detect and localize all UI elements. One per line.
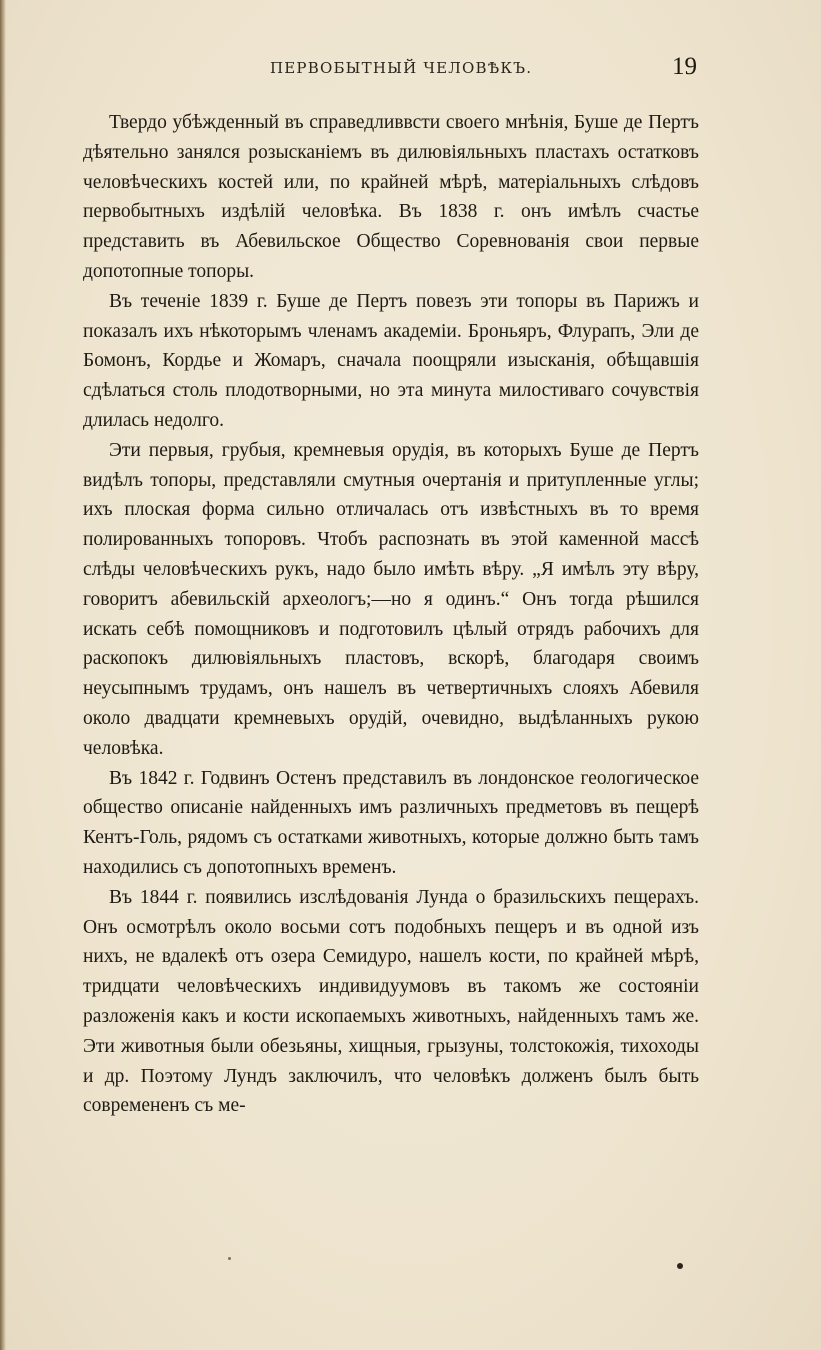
ink-speck [228,1257,231,1260]
body-text [83,108,699,1121]
paragraph: Въ 1842 г. Годвинъ Остенъ представилъ въ лондонское геологическое общество описаніе найденныхъ имъ различныхъ предметовъ въ пещерѣ Кентъ-Голь, рядомъ съ остатками животныхъ, которые должно быть тамъ находились съ допотопныхъ временъ. [83,767,699,878]
page-number: 19 [672,53,697,80]
ink-speck [677,1263,683,1269]
paragraph: Твердо убѣжденный въ справедливвсти своего мнѣнія, Буше де Пертъ дѣятельно занялся розысканіемъ въ дилювіяльныхъ пластахъ остатковъ человѣческихъ костей или, по крайней мѣрѣ, матеріальныхъ слѣдовъ первобытныхъ издѣлій человѣка. Въ 1838 г. онъ имѣлъ счастье представить въ Абевильское Общество Соревнованія свои первые допотопные топоры. [83,112,699,282]
paragraph: Въ 1844 г. появились изслѣдованія Лунда о бразильскихъ пещерахъ. Онъ осмотрѣлъ около восьми сотъ подобныхъ пещеръ и въ одной изъ нихъ, не вдалекѣ отъ озера Семидуро, нашелъ кости, по крайней мѣрѣ, тридцати человѣческихъ индивидуумовъ въ такомъ же состояніи разложенія какъ и кости ископаемыхъ животныхъ, найденныхъ тамъ же. Эти животныя были обезьяны, хищныя, грызуны, толстокожія, тихоходы и др. Поэтому Лундъ заключилъ, что человѣкъ долженъ былъ быть современенъ съ ме- [83,886,699,1117]
paragraph: Въ теченіе 1839 г. Буше де Пертъ повезъ эти топоры въ Парижъ и показалъ ихъ нѣкоторымъ членамъ академіи. Броньяръ, Флурапъ, Эли де Бомонъ, Кордье и Жомаръ, сначала поощряли изысканія, обѣщавшія сдѣлаться столь плодотворными, но эта минута милостиваго сочувствія длилась недолго. [83,290,699,431]
paragraph: Эти первыя, грубыя, кремневыя орудія, въ которыхъ Буше де Пертъ видѣлъ топоры, представляли смутныя очертанія и притупленные углы; ихъ плоская форма сильно отличалась отъ извѣстныхъ въ то время полированныхъ топоровъ. Чтобъ распознать въ этой каменной массѣ слѣды человѣческихъ рукъ, надо было имѣть вѣру. „Я имѣлъ эту вѣру, говоритъ абевильскій археологъ;—но я одинъ.“ Онъ тогда рѣшился искать себѣ помощниковъ и подготовилъ цѣлый отрядъ рабочихъ для раскопокъ дилювіяльныхъ пластовъ, вскорѣ, благодаря своимъ неусыпнымъ трудамъ, онъ нашелъ въ четвертичныхъ слояхъ Абевиля около двадцати кремневыхъ орудій, очевидно, выдѣланныхъ рукою человѣка. [83,439,699,759]
running-head: ПЕРВОБЫТНЫЙ ЧЕЛОВѢКЪ. [270,59,533,77]
page-binding-edge [0,0,6,1350]
page-header [0,53,821,86]
